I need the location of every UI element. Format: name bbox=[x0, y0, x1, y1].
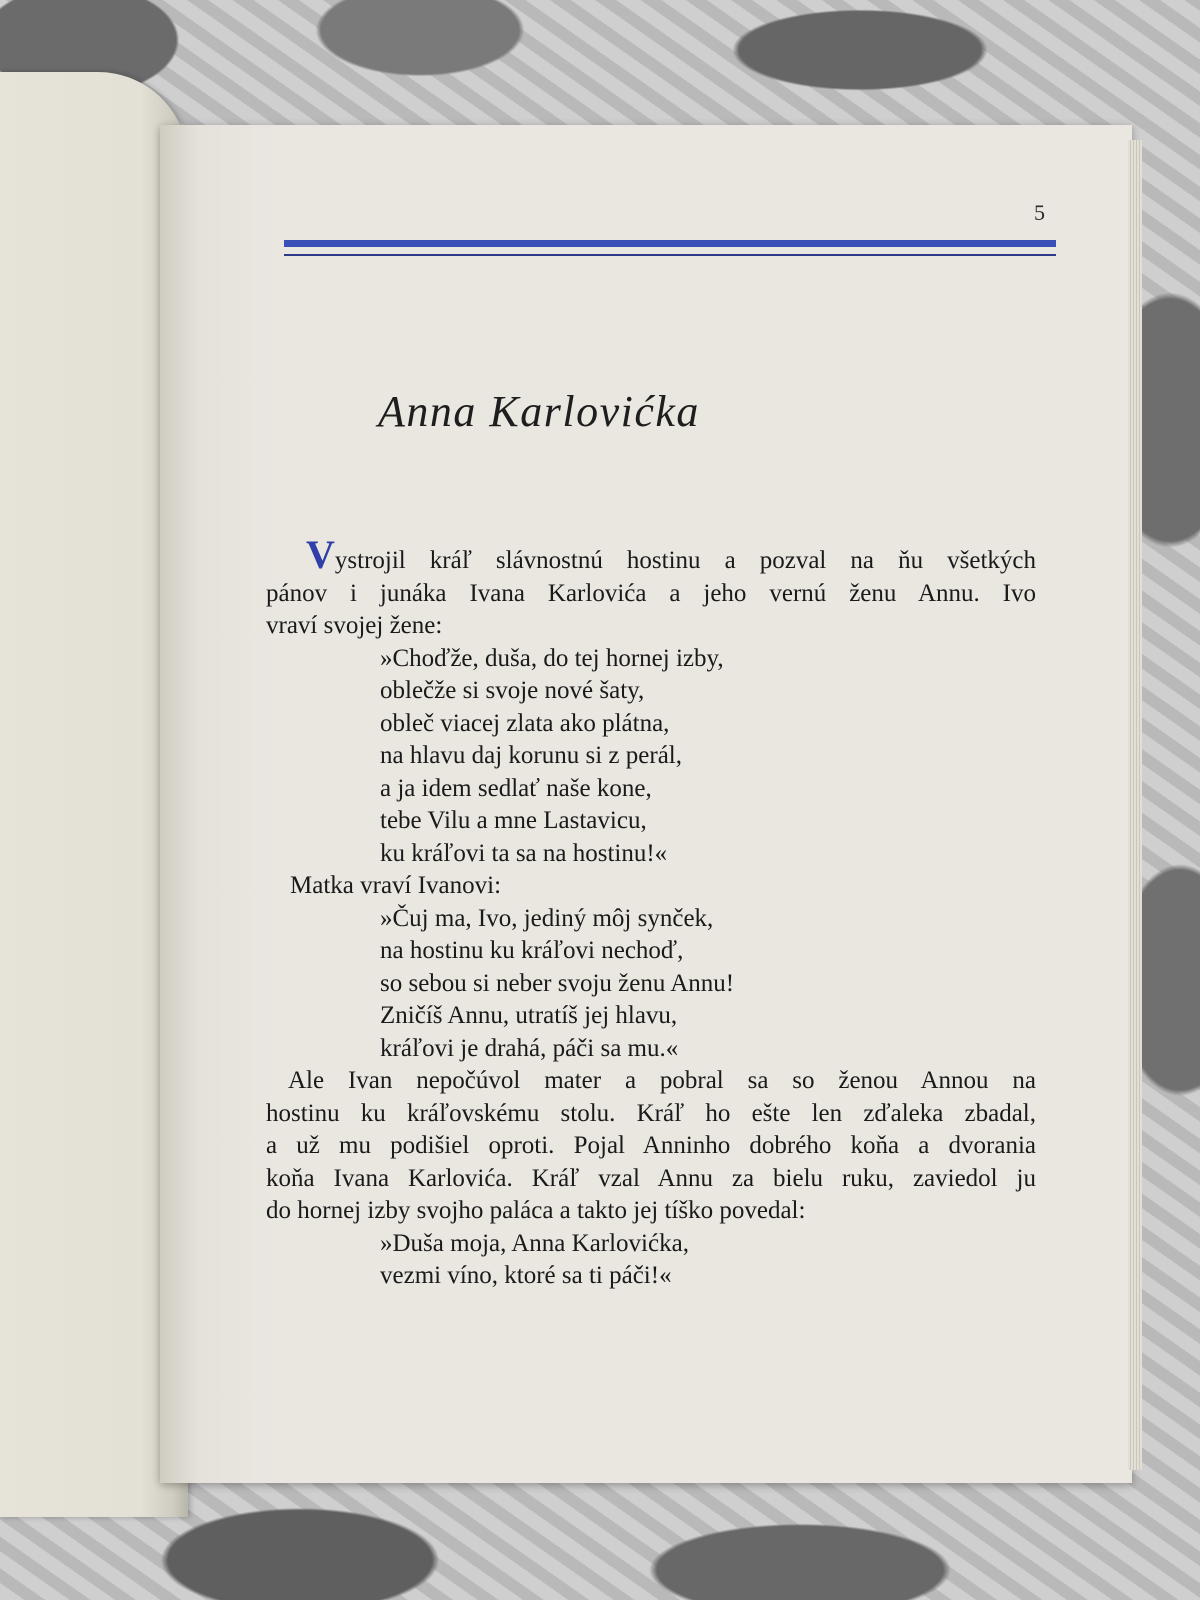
text-line: do hornej izby svojho paláca a takto jej tíško povedal: bbox=[266, 1197, 806, 1224]
text-line: pánov i junáka Ivana Karlovića a jeho vernú ženu Annu. Ivo bbox=[266, 579, 1036, 607]
verse-line: na hostinu ku kráľovi nechoď, bbox=[380, 937, 684, 964]
verse-line: kráľovi je drahá, páči sa mu.« bbox=[380, 1034, 679, 1062]
page-number: 5 bbox=[1034, 200, 1045, 225]
text-line: a už mu podišiel oproti. Pojal Anninho dobrého koňa a dvorania bbox=[266, 1132, 1036, 1159]
text-line: Ale Ivan nepočúvol mater a pobral sa so ženou Annou na bbox=[288, 1067, 1036, 1094]
text-line: Matka vraví Ivanovi: bbox=[290, 872, 502, 899]
text-line: V ystrojil kráľ slávnostnú hostinu a pozval na ňu všetkých bbox=[306, 532, 1036, 577]
chapter-title: Anna Karlovićka bbox=[378, 387, 700, 436]
verse-line: »Duša moja, Anna Karlovićka, bbox=[380, 1229, 689, 1257]
text-line: vraví svojej žene: bbox=[266, 612, 443, 639]
header-rule-thin bbox=[284, 254, 1056, 256]
verse-line: »Choďže, duša, do tej hornej izby, bbox=[380, 644, 724, 672]
verse-line: so sebou si neber svoju ženu Annu! bbox=[380, 969, 735, 997]
verse-line: Zničíš Annu, utratíš jej hlavu, bbox=[380, 1002, 678, 1029]
text-line: hostinu ku kráľovskému stolu. Kráľ ho ešte len zďaleka zbadal, bbox=[266, 1099, 1036, 1127]
header-rule-thick bbox=[284, 240, 1056, 247]
verse-line: vezmi víno, ktoré sa ti páči!« bbox=[380, 1262, 672, 1289]
text-line: koňa Ivana Karlovića. Kráľ vzal Annu za bielu ruku, zaviedol ju bbox=[266, 1164, 1036, 1192]
body-text bbox=[266, 532, 1036, 1293]
page-edge bbox=[1128, 140, 1142, 1470]
verse-line: »Čuj ma, Ivo, jediný môj synček, bbox=[380, 904, 714, 932]
verse-line: tebe Vilu a mne Lastavicu, bbox=[380, 807, 647, 834]
verse-line: na hlavu daj korunu si z perál, bbox=[380, 742, 682, 769]
verse-line: a ja idem sedlať naše kone, bbox=[380, 774, 652, 802]
verse-line: oblečže si svoje nové šaty, bbox=[380, 677, 645, 704]
verse-line: obleč viacej zlata ako plátna, bbox=[380, 709, 670, 737]
verse-line: ku kráľovi ta sa na hostinu!« bbox=[380, 839, 668, 867]
